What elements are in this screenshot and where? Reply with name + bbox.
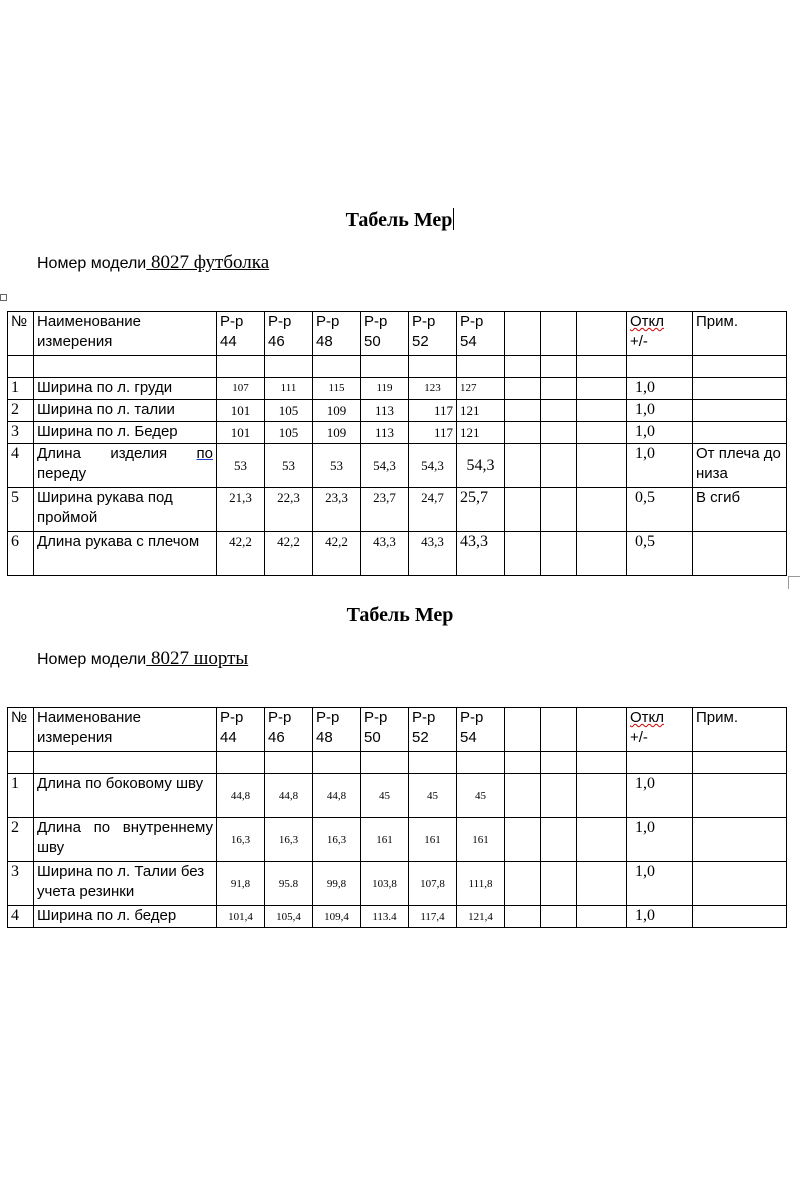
table-cell-1: Длина рукава с плечом [34,532,217,576]
table-cell-2: 53 [217,444,265,488]
empty-cell [505,378,541,400]
table-cell-2: 21,3 [217,488,265,532]
empty-cell [541,400,577,422]
empty-cell [505,862,541,906]
table-cell-4: 99,8 [313,862,361,906]
empty-cell [505,488,541,532]
table-cell-1: Длина по внутреннему шву [34,818,217,862]
empty-cell [541,356,577,378]
model1-label: Номер модели [37,255,147,272]
table-cell-7: 25,7 [457,488,505,532]
table-cell-11: Откл +/- [627,708,693,752]
table-cell-11: 1,0 [627,422,693,444]
table-cell-3: 44,8 [265,774,313,818]
empty-cell [693,906,787,928]
empty-cell [693,400,787,422]
empty-cell [313,752,361,774]
table-cell-3: 105 [265,422,313,444]
empty-cell [577,774,627,818]
table-row [8,862,787,906]
table-cell-6: 161 [409,818,457,862]
table-cell-4: Р-р 48 [313,708,361,752]
empty-cell [693,378,787,400]
empty-cell [693,862,787,906]
table-cell-11: 0,5 [627,532,693,576]
table-cell-11: 0,5 [627,488,693,532]
table-row [8,444,787,488]
table-cell-0: 3 [8,862,34,906]
empty-cell [541,444,577,488]
table-cell-1: Ширина по л. талии [34,400,217,422]
table-cell-0: 1 [8,378,34,400]
table-spacer-row [8,752,787,774]
table-cell-5: 103,8 [361,862,409,906]
header-name: Наименование измерения [34,312,217,356]
empty-cell [505,444,541,488]
empty-cell [505,818,541,862]
empty-cell [577,862,627,906]
empty-cell [8,752,34,774]
empty-cell [541,378,577,400]
table-cell-2: 91,8 [217,862,265,906]
empty-cell [505,774,541,818]
table-cell-6: 117,4 [409,906,457,928]
empty-cell [627,356,693,378]
table-cell-0: 4 [8,906,34,928]
table-cell-7: 54,3 [457,444,505,488]
empty-cell [541,818,577,862]
empty-cell [217,752,265,774]
table-cell-5: 119 [361,378,409,400]
header-size: Р-р 54 [457,312,505,356]
model2-label: Номер модели [37,651,147,668]
header-size: Р-р 44 [217,312,265,356]
table-cell-12: Прим. [693,708,787,752]
empty-cell [8,356,34,378]
table-cell-7: 121 [457,422,505,444]
empty-cell [217,356,265,378]
empty-cell [34,356,217,378]
table-cell-0: 2 [8,400,34,422]
table-cell-4: 42,2 [313,532,361,576]
table-cell-1: Ширина по л. бедер [34,906,217,928]
empty-cell [577,488,627,532]
empty-cell [505,708,541,752]
empty-cell [409,752,457,774]
table-cell-11: 1,0 [627,400,693,422]
table-row [8,488,787,532]
model1-line [37,252,269,274]
table-move-handle-icon[interactable] [0,294,7,301]
table-cell-1: Длина изделия по переду [34,444,217,488]
table-cell-11: 1,0 [627,862,693,906]
empty-cell [541,708,577,752]
empty-cell [505,400,541,422]
table-cell-4: 109 [313,422,361,444]
empty-cell [505,752,541,774]
table-cell-5: 23,7 [361,488,409,532]
table-cell-7: 111,8 [457,862,505,906]
table1-title: Табель Мер [345,209,453,231]
table-cell-1: Ширина по л. Талии без учета резинки [34,862,217,906]
empty-cell [541,488,577,532]
empty-cell [577,312,627,356]
table-row [8,378,787,400]
table-cell-6: 45 [409,774,457,818]
empty-cell [34,752,217,774]
table-cell-3: 105,4 [265,906,313,928]
empty-cell [627,752,693,774]
empty-cell [577,532,627,576]
table-cell-7: 45 [457,774,505,818]
table-cell-5: 54,3 [361,444,409,488]
empty-cell [541,422,577,444]
empty-cell [457,752,505,774]
table-cell-3: 16,3 [265,818,313,862]
empty-cell [577,818,627,862]
table-cell-2: 44,8 [217,774,265,818]
header-size: Р-р 52 [409,312,457,356]
empty-cell [457,356,505,378]
cell-end-marker [788,576,800,589]
table-cell-3: 111 [265,378,313,400]
table-row [8,532,787,576]
table-cell-6: 117 [409,422,457,444]
empty-cell [577,752,627,774]
table-cell-3: Р-р 46 [265,708,313,752]
empty-cell [505,356,541,378]
table-cell-0: 6 [8,532,34,576]
table-cell-11: 1,0 [627,818,693,862]
table-cell-5: 161 [361,818,409,862]
table-cell-5: 113.4 [361,906,409,928]
table-header-row [8,708,787,752]
table-row [8,400,787,422]
table-cell-2: 101,4 [217,906,265,928]
table-cell-11: 1,0 [627,378,693,400]
table-cell-1: Ширина по л. Бедер [34,422,217,444]
table-cell-5: 113 [361,422,409,444]
empty-cell [505,532,541,576]
table-cell-4: 115 [313,378,361,400]
table-cell-5: 43,3 [361,532,409,576]
table-cell-3: 22,3 [265,488,313,532]
empty-cell [265,752,313,774]
table-cell-2: 42,2 [217,532,265,576]
table-cell-6: 123 [409,378,457,400]
table-cell-5: Р-р 50 [361,708,409,752]
table-cell-2: Р-р 44 [217,708,265,752]
empty-cell [577,356,627,378]
empty-cell [505,422,541,444]
table-cell-4: 44,8 [313,774,361,818]
table-cell-7: 161 [457,818,505,862]
empty-cell [693,774,787,818]
header-note: Прим. [693,312,787,356]
empty-cell [361,356,409,378]
table-cell-3: 105 [265,400,313,422]
table-cell-6: 43,3 [409,532,457,576]
table-cell-3: 53 [265,444,313,488]
table-header-row [8,312,787,356]
header-size: Р-р 50 [361,312,409,356]
table-cell-7: 127 [457,378,505,400]
table-cell-2: 101 [217,400,265,422]
table-cell-3: 95.8 [265,862,313,906]
empty-cell [577,708,627,752]
empty-cell [693,422,787,444]
table-cell-4: 23,3 [313,488,361,532]
table-cell-6: 107,8 [409,862,457,906]
table-row [8,774,787,818]
table-cell-0: 4 [8,444,34,488]
measurement-table-1 [7,311,787,576]
table-cell-11: 1,0 [627,774,693,818]
table-cell-4: 109,4 [313,906,361,928]
table-cell-0: № [8,708,34,752]
table-cell-5: 45 [361,774,409,818]
empty-cell [541,862,577,906]
empty-cell [693,356,787,378]
table-cell-4: 53 [313,444,361,488]
table-cell-2: 16,3 [217,818,265,862]
table-cell-2: 101 [217,422,265,444]
table-cell-7: 43,3 [457,532,505,576]
table-cell-6: Р-р 52 [409,708,457,752]
table-cell-4: 109 [313,400,361,422]
empty-cell [541,532,577,576]
table-cell-7: 121,4 [457,906,505,928]
header-size: Р-р 48 [313,312,361,356]
header-tolerance: Откл +/- [627,312,693,356]
empty-cell [577,444,627,488]
table-cell-0: 3 [8,422,34,444]
header-size: Р-р 46 [265,312,313,356]
table-cell-11: 1,0 [627,444,693,488]
table-cell-3: 42,2 [265,532,313,576]
empty-cell [361,752,409,774]
table-row [8,906,787,928]
model1-value: 8027 футболка [146,252,270,273]
empty-cell [265,356,313,378]
model2-line [37,648,248,670]
empty-cell [577,906,627,928]
empty-cell [577,378,627,400]
table-cell-1: Ширина по л. груди [34,378,217,400]
table-cell-0: 1 [8,774,34,818]
table-cell-2: 107 [217,378,265,400]
table-cell-1: Ширина рукава под проймой [34,488,217,532]
table-cell-6: 24,7 [409,488,457,532]
table-cell-6: 117 [409,400,457,422]
table2-title: Табель Мер [346,604,454,626]
empty-cell [541,774,577,818]
empty-cell [577,400,627,422]
table-cell-1: Длина по боковому шву [34,774,217,818]
table-cell-5: 113 [361,400,409,422]
empty-cell [693,818,787,862]
table-cell-1: Наименование измерения [34,708,217,752]
empty-cell [505,906,541,928]
table-cell-0: 5 [8,488,34,532]
table-cell-7: Р-р 54 [457,708,505,752]
empty-cell [409,356,457,378]
table-spacer-row [8,356,787,378]
table-cell-11: 1,0 [627,906,693,928]
table-cell-0: 2 [8,818,34,862]
table-cell-4: 16,3 [313,818,361,862]
empty-cell [541,752,577,774]
table-cell-7: 121 [457,400,505,422]
table-cell-12: В сгиб [693,488,787,532]
table-row [8,422,787,444]
empty-cell [505,312,541,356]
text-cursor [453,208,454,230]
empty-cell [541,312,577,356]
empty-cell [541,906,577,928]
empty-cell [577,422,627,444]
empty-cell [313,356,361,378]
table-row [8,818,787,862]
model2-value: 8027 шорты [146,648,249,669]
table-cell-12: От плеча до низа [693,444,787,488]
table-cell-6: 54,3 [409,444,457,488]
measurement-table-2 [7,707,787,928]
empty-cell [693,752,787,774]
empty-cell [693,532,787,576]
header-num: № [8,312,34,356]
